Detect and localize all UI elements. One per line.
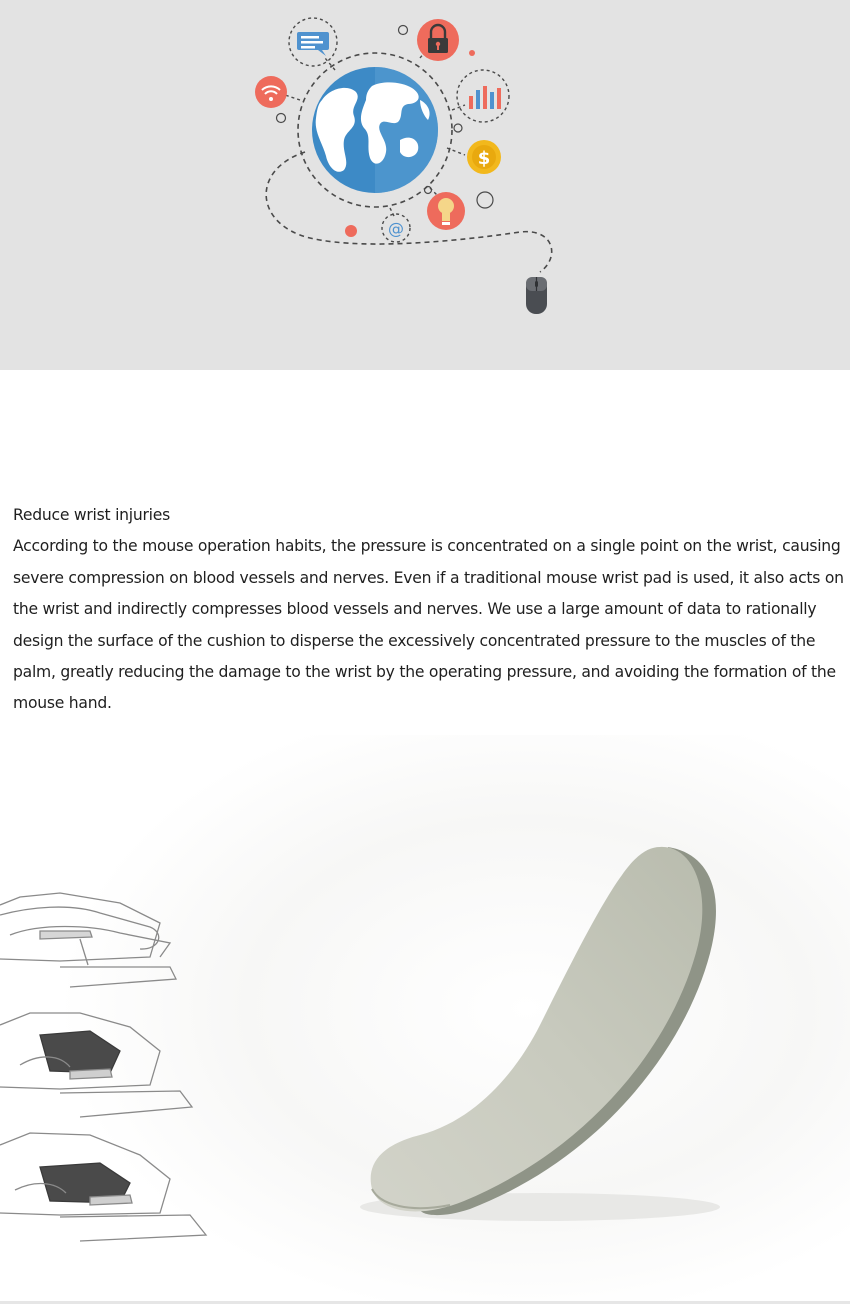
decor-dot — [454, 124, 462, 132]
article-body: According to the mouse operation habits, the pressure is concentrated on a single point on the wrist, causing severe compression on blood vessels and nerves. Even if a traditional mouse wrist pad is used, it also acts on the wrist and indirectly compresses blood vessels and nerves. We use a large amount of data to rationally design the surface of the cushion to disperse the excessively concentrated pressure to the muscles of the palm, greatly reducing the damage to the wrist by the operating pressure, and avoiding the formation of the mouse hand. — [13, 537, 844, 713]
globe-icon — [312, 67, 438, 193]
decor-dot — [277, 114, 286, 123]
decor-dot — [477, 192, 493, 208]
decor-dot — [399, 26, 408, 35]
wifi-icon — [255, 76, 287, 108]
hero-banner — [0, 0, 850, 370]
decor-dot — [425, 187, 432, 194]
at-sign-icon — [382, 214, 410, 242]
network-illustration — [0, 0, 850, 370]
mouse-icon — [526, 277, 547, 314]
chat-icon — [289, 18, 337, 66]
decor-dot — [469, 50, 475, 56]
decor-dot — [345, 225, 357, 237]
lightbulb-icon — [427, 192, 465, 230]
svg-text:@: @ — [388, 219, 404, 238]
hand-and-cushion-graphic — [0, 735, 850, 1304]
svg-text:$: $ — [477, 148, 491, 169]
product-illustration — [0, 735, 850, 1304]
bar-chart-icon — [457, 70, 509, 122]
lock-icon — [417, 19, 459, 61]
article-section — [13, 500, 849, 720]
article-heading: Reduce wrist injuries — [13, 506, 170, 524]
dollar-icon — [467, 140, 501, 174]
